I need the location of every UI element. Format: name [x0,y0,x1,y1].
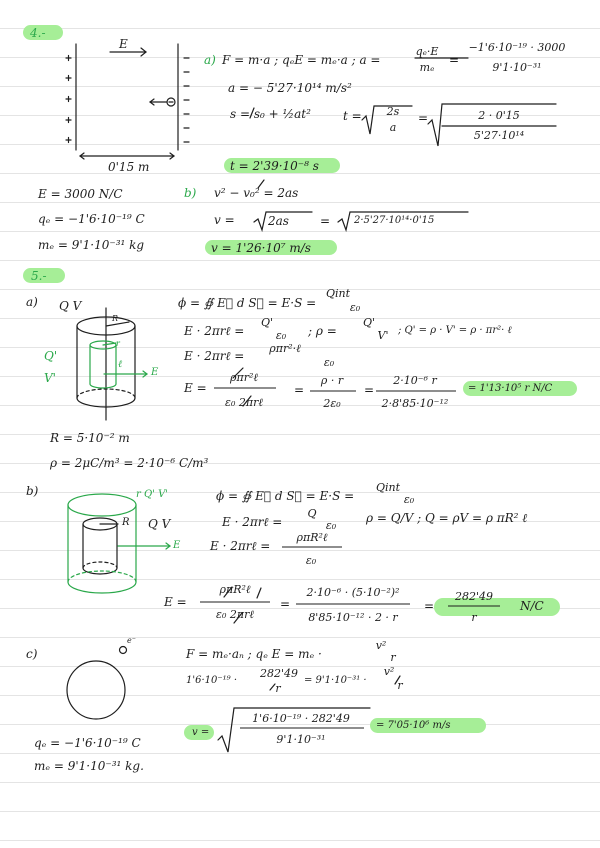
fraction-numerator: 2·10⁻⁶ · (5·10⁻²)² [306,586,400,599]
equation: v = [192,727,210,738]
equation: 1'6·10⁻¹⁹ · [186,675,238,686]
fraction-denominator: a [389,121,397,134]
diagram-label: Q' [44,349,58,363]
diagram-label: r Q' V' [136,489,169,500]
fraction-denominator: V' [377,329,389,342]
given-value: R = 5·10⁻² m [50,431,130,445]
part-label: c) [26,647,38,661]
fraction-numerator: 282'49 [259,667,299,680]
fraction-numerator: Qint [375,481,401,494]
fraction-numerator: 2 · 0'15 [478,109,520,122]
fraction-numerator: qₑ·E [415,45,439,58]
equation: F = mₑ·aₙ ; qₑ E = mₑ · [186,647,322,661]
equation: ϕ = ∯ E⃗ d S⃗ = E·S = [216,489,355,503]
result: = 1'13·10⁵ r N/C [468,383,553,394]
fraction-denominator: ε₀ 2πrℓ [225,396,263,409]
fraction-denominator: r [397,679,403,692]
equation: ; Q' = ρ · V' = ρ · πr²· ℓ [398,325,512,336]
given-value: qₑ = −1'6·10⁻¹⁹ C [38,212,145,226]
fraction-numerator: v² [375,639,387,652]
part-label: a) [26,295,38,309]
diagram-label: R [112,314,119,323]
equals-sign: = [320,214,331,228]
given-value: mₑ = 9'1·10⁻³¹ kg. [34,759,144,773]
diagram-label: r [116,339,120,348]
equation: E = [184,381,207,395]
fraction-numerator: v² [383,665,395,678]
fraction-denominator: 9'1·10⁻³¹ [276,733,326,746]
equation: v² − v₀² = 2as [214,186,299,200]
given-value: E = 3000 N/C [38,187,123,201]
equation: ; ρ = [308,324,337,338]
diagram-label: V' [44,371,56,385]
given-value: mₑ = 9'1·10⁻³¹ kg [38,238,145,252]
fraction-numerator: Q' [362,316,376,329]
fraction-numerator: ρπR²ℓ [219,583,251,596]
fraction-denominator: ε₀ [325,519,337,532]
diagram-label: E [151,367,159,378]
fraction-denominator: ε₀ [349,301,361,314]
diagram-label: ℓ [118,359,123,370]
equals-sign: = [424,599,435,613]
fraction-denominator: 8'85·10⁻¹² · 2 · r [308,611,398,624]
equation: E · 2πrℓ = [184,349,245,363]
fraction-numerator: Qint [325,287,351,300]
fraction-denominator: ε₀ [403,493,415,506]
diagram-label: e⁻ [127,636,136,645]
problem-number: 5.- [31,269,47,283]
part-label: b) [184,186,197,200]
root-content: 2as [268,214,289,228]
fraction-denominator: r [390,651,396,664]
fraction-numerator: Q [307,507,317,520]
diagram-label: E [173,540,181,551]
fraction-denominator: 5'27·10¹⁴ [473,129,525,142]
equals-sign: = [294,383,305,397]
root-content: 2·5'27·10¹⁴·0'15 [354,215,435,226]
given-value: qₑ = −1'6·10⁻¹⁹ C [34,736,141,750]
field-label: E [119,37,128,51]
equation: F = m·a ; qₑE = mₑ·a ; a = [222,53,381,67]
equation: ρ = Q/V ; Q = ρV = ρ πR² ℓ [366,511,528,525]
fraction-denominator: r [471,611,477,624]
fraction-numerator: ρπr²·ℓ [269,342,301,355]
equals-sign: = [280,597,291,611]
fraction-numerator: 2s [386,105,400,118]
part-label: b) [26,484,39,498]
fraction-bar [0,0,1,1]
fraction-numerator: ρ · r [320,374,344,387]
problem-number: 4.- [30,26,46,40]
fraction-denominator: mₑ [419,61,435,74]
equation: s = s₀ + ½at² [230,107,311,121]
given-value: ρ = 2μC/m³ = 2·10⁻⁶ C/m³ [50,456,209,470]
fraction-denominator: r [275,682,281,695]
result: t = 2'39·10⁻⁸ s [230,159,319,173]
fraction-numerator: ρπr²ℓ [230,371,258,384]
fraction-denominator: 9'1·10⁻³¹ [492,61,542,74]
fraction-denominator: ε₀ [323,356,335,369]
fraction-denominator: 2ε₀ [323,397,341,410]
equation: = 9'1·10⁻³¹ · [304,675,367,686]
fraction-denominator: 2·8'85·10⁻¹² [381,397,449,410]
part-label: a) [204,53,216,67]
fraction-numerator: −1'6·10⁻¹⁹ · 3000 [468,41,566,54]
unit: N/C [520,599,544,613]
equation: ϕ = ∯ E⃗ d S⃗ = E·S = [178,296,317,310]
fraction-numerator: ρπR²ℓ [296,531,328,544]
diagram-label: R [122,517,130,528]
equation: v = [214,213,235,227]
fraction-numerator: 1'6·10⁻¹⁹ · 282'49 [252,712,350,725]
equals-sign: = [449,53,460,67]
fraction-denominator: ε₀ [275,329,287,342]
result: v = 1'26·10⁷ m/s [211,241,311,255]
diagram-label: Q V [59,299,82,313]
equation: E · 2πrℓ = [210,539,271,553]
fraction-numerator: 2·10⁻⁶ r [393,374,437,387]
fraction-numerator: 282'49 [454,590,494,603]
equation: a = − 5'27·10¹⁴ m/s² [228,81,352,95]
equals-sign: = [418,111,429,125]
fraction-numerator: Q' [260,316,274,329]
fraction-denominator: ε₀ [305,554,317,567]
distance-label: 0'15 m [108,160,150,174]
result: = 7'05·10⁶ m/s [376,720,451,731]
diagram-label: Q V [148,517,171,531]
equation: E · 2πrℓ = [184,324,245,338]
equation: E = [164,595,187,609]
equation: E · 2πrℓ = [222,515,283,529]
equals-sign: = [364,383,375,397]
fraction-denominator: ε₀ 2πrℓ [216,608,254,621]
equation: t = [343,109,362,123]
